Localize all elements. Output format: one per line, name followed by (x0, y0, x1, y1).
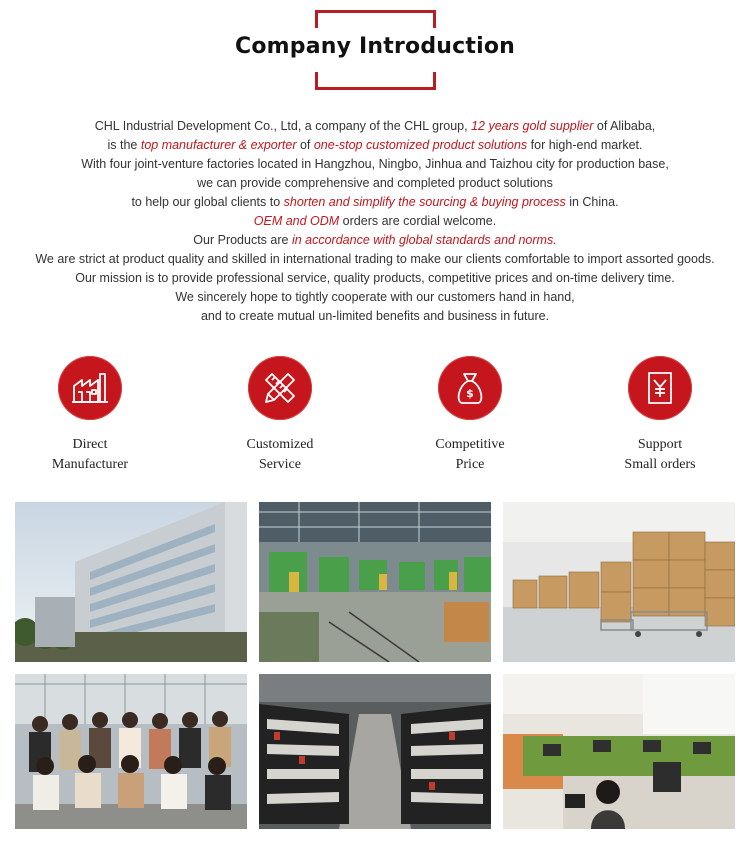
feature-circle (58, 356, 122, 420)
feature-label-line1: Direct (72, 437, 108, 452)
intro-highlight: 12 years gold supplier (471, 119, 594, 133)
intro-line (0, 288, 750, 307)
office-building-photo (15, 502, 247, 662)
intro-highlight: shorten and simplify the sourcing & buying process (283, 195, 566, 209)
intro-highlight: in accordance with global standards and norms. (291, 233, 557, 247)
intro-text: in China. (565, 195, 619, 209)
intro-text: Our mission is to provide professional service, quality products, competitive prices and on-time delivery time. (75, 271, 675, 285)
intro-text: With four joint-venture factories located in Hangzhou, Ningbo, Jinhua and Taizhou city for production base, (81, 157, 669, 171)
intro-line (0, 212, 750, 231)
intro-line (0, 269, 750, 288)
team-photo (15, 674, 247, 829)
pencil-ruler-icon (260, 368, 300, 408)
feature-label-line1: Support (637, 437, 683, 452)
feature-direct-manufacturer (15, 356, 165, 475)
intro-text: of Alibaba, (593, 119, 656, 133)
intro-text: CHL Industrial Development Co., Ltd, a company of the CHL group, (94, 119, 472, 133)
feature-competitive-price (395, 356, 545, 475)
feature-circle (438, 356, 502, 420)
intro-text: orders are cordial welcome. (339, 214, 497, 228)
feature-label-line2: Service (259, 457, 301, 472)
intro-line (0, 307, 750, 326)
feature-label-line1: Competitive (435, 437, 505, 452)
intro-line (0, 117, 750, 136)
title-frame-bottom (315, 72, 436, 90)
feature-label-line1: Customized (246, 437, 314, 452)
intro-highlight: one-stop customized product solutions (313, 138, 528, 152)
intro-line (0, 136, 750, 155)
intro-text: We are strict at product quality and skilled in international trading to make our clients comfortable to import assorted goods. (35, 252, 715, 266)
intro-text: and to create mutual un-limited benefits and business in future. (200, 309, 550, 323)
yen-document-icon (640, 368, 680, 408)
intro-line (0, 231, 750, 250)
feature-customized-service (205, 356, 355, 475)
intro-line (0, 174, 750, 193)
feature-label-line2: Small orders (624, 457, 696, 472)
svg-text:$: $ (466, 387, 474, 400)
showroom-photo (259, 674, 491, 829)
intro-highlight: OEM and ODM (253, 214, 340, 228)
intro-text: Our Products are (193, 233, 292, 247)
intro-text: for high-end market. (527, 138, 643, 152)
intro-highlight: top manufacturer & exporter (140, 138, 297, 152)
feature-label-line2: Manufacturer (51, 457, 129, 472)
feature-small-orders (585, 356, 735, 475)
intro-text: to help our global clients to (131, 195, 284, 209)
factory-icon (70, 368, 110, 408)
intro-line (0, 250, 750, 269)
feature-label-line2: Price (455, 457, 485, 472)
intro-text: is the (107, 138, 141, 152)
title-frame-top (315, 10, 436, 28)
intro-paragraph (0, 117, 750, 326)
office-workspace-photo (503, 674, 735, 829)
factory-production-photo (259, 502, 491, 662)
feature-circle (248, 356, 312, 420)
page-title: Company Introduction (234, 34, 516, 59)
feature-circle (628, 356, 692, 420)
intro-text: We sincerely hope to tightly cooperate with our customers hand in hand, (175, 290, 575, 304)
intro-line (0, 193, 750, 212)
warehouse-photo (503, 502, 735, 662)
money-bag-icon (450, 368, 490, 408)
intro-text: of (296, 138, 314, 152)
intro-line (0, 155, 750, 174)
intro-text: we can provide comprehensive and completed product solutions (197, 176, 553, 190)
